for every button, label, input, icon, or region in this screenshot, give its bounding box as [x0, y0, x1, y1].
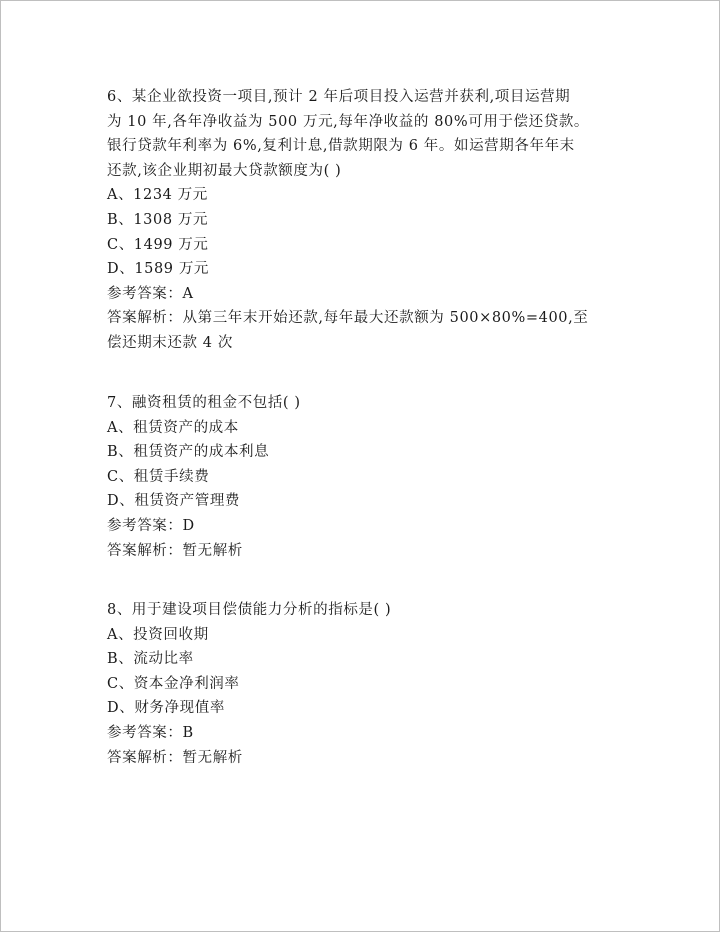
question-stem-line: 7、融资租赁的租金不包括( ) — [107, 395, 301, 411]
question-6 — [107, 85, 617, 356]
option-b: B、流动比率 — [107, 651, 194, 668]
answer-analysis-line: 答案解析：暂无解析 — [107, 542, 243, 559]
option-d: D、租赁资产管理费 — [107, 493, 241, 510]
reference-answer: 参考答案：B — [107, 724, 194, 741]
question-8 — [107, 598, 617, 770]
option-d: D、财务净现值率 — [107, 700, 225, 717]
option-b: B、1308 万元 — [107, 211, 209, 228]
question-stem-line: 银行贷款年利率为 6%,复利计息,借款期限为 6 年。如运营期各年年末 — [107, 138, 575, 155]
option-a: A、投资回收期 — [107, 626, 209, 643]
answer-analysis-line: 答案解析：暂无解析 — [107, 749, 243, 766]
question-7 — [107, 391, 617, 563]
reference-answer: 参考答案：A — [107, 285, 194, 302]
option-d: D、1589 万元 — [107, 261, 210, 278]
answer-analysis-line: 答案解析：从第三年末开始还款,每年最大还款额为 500×80%=400,至 — [107, 310, 589, 327]
reference-answer: 参考答案：D — [107, 517, 195, 534]
option-c: C、1499 万元 — [107, 236, 209, 253]
option-a: A、1234 万元 — [107, 187, 208, 204]
answer-analysis-line: 偿还期末还款 4 次 — [107, 334, 233, 351]
question-stem-line: 8、用于建设项目偿债能力分析的指标是( ) — [107, 602, 392, 618]
question-stem-line: 还款,该企业期初最大贷款额度为( ) — [107, 162, 342, 179]
option-c: C、租赁手续费 — [107, 468, 210, 485]
question-stem-line: 为 10 年,各年净收益为 500 万元,每年净收益的 80%可用于偿还贷款。 — [107, 113, 590, 130]
option-c: C、资本金净利润率 — [107, 675, 240, 692]
option-a: A、租赁资产的成本 — [107, 419, 239, 436]
question-stem-line: 6、某企业欲投资一项目,预计 2 年后项目投入运营并获利,项目运营期 — [107, 89, 571, 105]
option-b: B、租赁资产的成本利息 — [107, 444, 270, 461]
